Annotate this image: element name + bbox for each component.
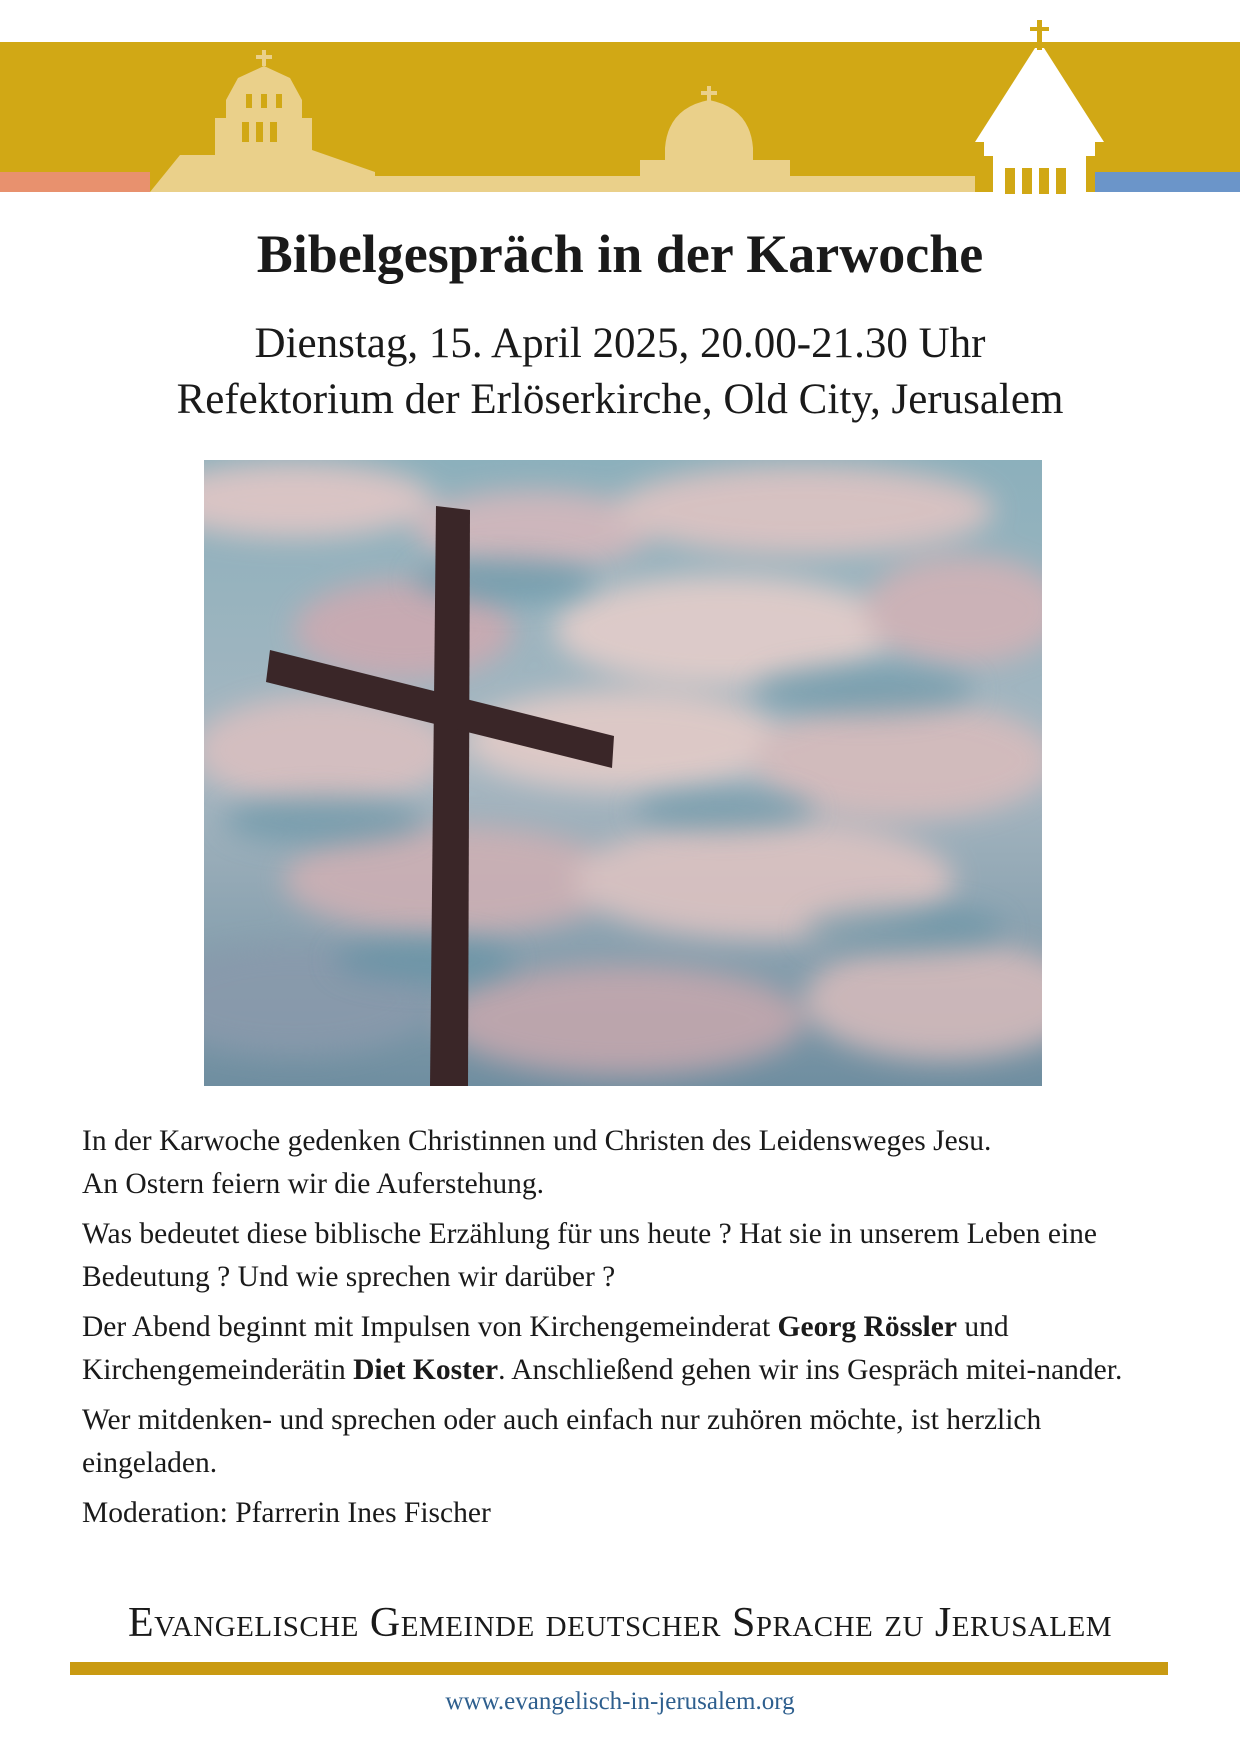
event-location: Refektorium der Erlöserkirche, Old City, Jerusalem (176, 376, 1064, 423)
speaker-name-2: Diet Koster (353, 1354, 499, 1386)
event-date-time: Dienstag, 15. April 2025, 20.00-21.30 Uhr (254, 320, 986, 367)
program-text-b: und Kirchengemeinderätin (82, 1311, 1009, 1386)
program-text-a: Der Abend beginnt mit Impulsen von Kirchengemeinderat (82, 1311, 778, 1343)
cross-sky-photo (204, 460, 1042, 1086)
intro-paragraph (82, 1120, 1162, 1206)
footer-divider (70, 1662, 1168, 1675)
church-skyline-banner (0, 0, 1240, 200)
organization-name: Evangelische Gemeinde deutscher Sprache zu Jerusalem (127, 1600, 1113, 1646)
program-text-c: . Anschließend gehen wir ins Gespräch mitei-nander. (498, 1354, 1123, 1386)
intro-line-1: In der Karwoche gedenken Christinnen und Christen des Leidensweges Jesu. (82, 1125, 992, 1157)
invitation-paragraph: Wer mitdenken- und sprechen oder auch einfach nur zuhören möchte, ist herzlich eingeladen. (82, 1404, 1042, 1479)
question-paragraph: Was bedeutet diese biblische Erzählung für uns heute ? Hat sie in unserem Leben eine Bedeutung ? Und wie sprechen wir darüber ? (82, 1218, 1098, 1293)
speaker-name-1: Georg Rössler (777, 1311, 957, 1343)
moderation-paragraph: Moderation: Pfarrerin Ines Fischer (82, 1497, 491, 1529)
program-paragraph (82, 1306, 1162, 1392)
page-title: Bibelgespräch in der Karwoche (256, 224, 984, 284)
body-text (82, 1120, 1162, 1542)
website-link[interactable]: www.evangelisch-in-jerusalem.org (445, 1688, 795, 1715)
intro-line-2: An Ostern feiern wir die Auferstehung. (82, 1168, 545, 1200)
